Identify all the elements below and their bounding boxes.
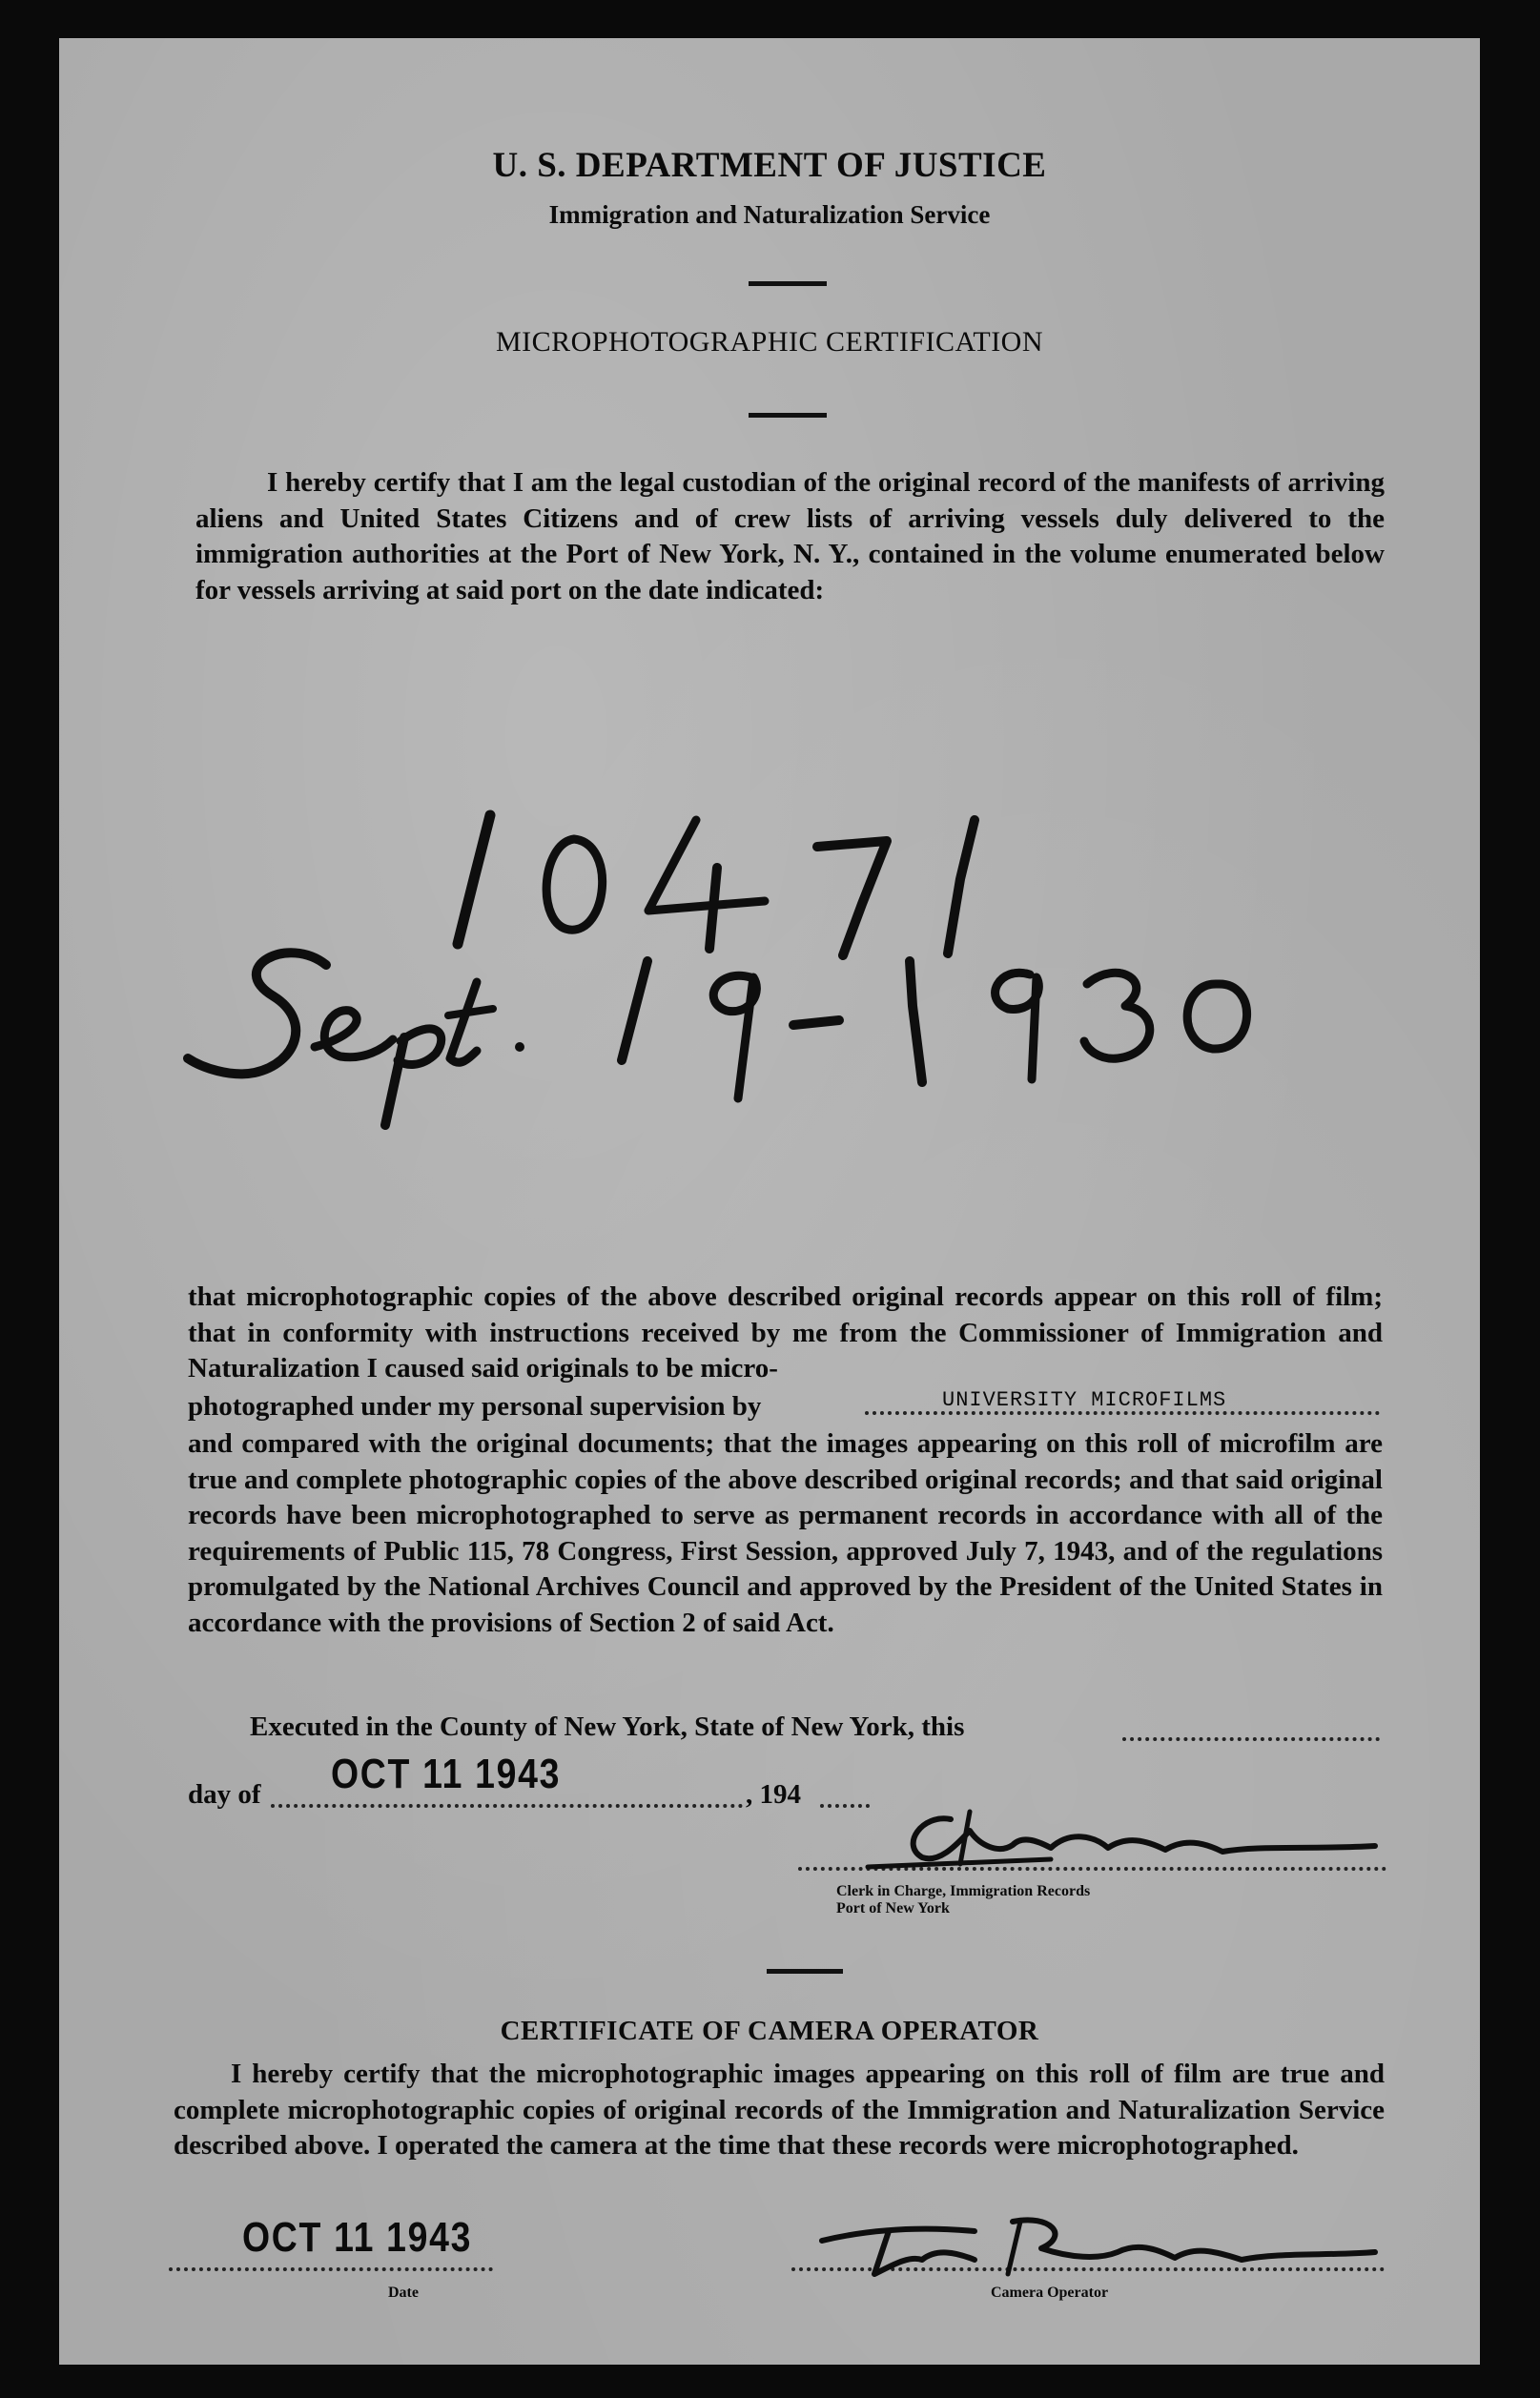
year-prefix: , 194	[746, 1779, 801, 1810]
date-label: Date	[388, 2285, 419, 2301]
filmed-by-typed: UNIVERSITY MICROFILMS	[942, 1388, 1227, 1412]
certification-title: MICROPHOTOGRAPHIC CERTIFICATION	[495, 326, 1044, 358]
certification-body-part2: and compared with the original documents; that the images appearing on this roll of microfilm are true and complete photographic copies of the above described original records; and that said original records have been microphotographed to serve as permanent records in accordance with all of the requirements of Public 115, 78 Congress, First Session, approved July 7, 1943, and of the regulations promulgated by the National Archives Council and approved by the President of the United States in accordance with the provisions of Section 2 of said Act.	[188, 1428, 1383, 1638]
camera-operator-label: Camera Operator	[991, 2285, 1109, 2301]
certification-intro: I hereby certify that I am the legal custodian of the original record of the manifests of arriving aliens and United States Citizens and of crew lists of arriving vessels duly delivered to the immigration authorities at the Port of New York, N. Y., contained in the volume enumerated below for vessels arriving at said port on the date indicated:	[195, 467, 1385, 605]
camera-operator-title: CERTIFICATE OF CAMERA OPERATOR	[500, 2016, 1039, 2046]
supervision-line-label: photographed under my personal supervision by	[188, 1391, 762, 1422]
executed-line: Executed in the County of New York, State of New York, this	[250, 1711, 965, 1742]
execution-date-stamp: OCT 11 1943	[331, 1751, 562, 1797]
certification-body-part1: that microphotographic copies of the above described original records appear on this roll of film; that in conformity with instructions received by me from the Commissioner of Immigration and Naturalization I caused said originals to be micro-	[188, 1281, 1383, 1383]
day-of-label: day of	[188, 1779, 261, 1810]
camera-operator-statement: I hereby certify that the microphotographic images appearing on this roll of film are true and complete microphotographic copies of original records of the Immigration and Naturalization Service described above. I operated the camera at the time that these records were microphotographed.	[174, 2059, 1385, 2161]
operator-date-stamp: OCT 11 1943	[242, 2214, 473, 2261]
department-heading: U. S. DEPARTMENT OF JUSTICE	[492, 146, 1047, 185]
certificate-page	[59, 38, 1480, 2365]
service-subheading: Immigration and Naturalization Service	[548, 200, 991, 229]
camera-operator-signature	[59, 38, 1480, 2365]
clerk-title-line2: Port of New York	[836, 1900, 950, 1916]
clerk-title-line1: Clerk in Charge, Immigration Records	[836, 1883, 1091, 1899]
